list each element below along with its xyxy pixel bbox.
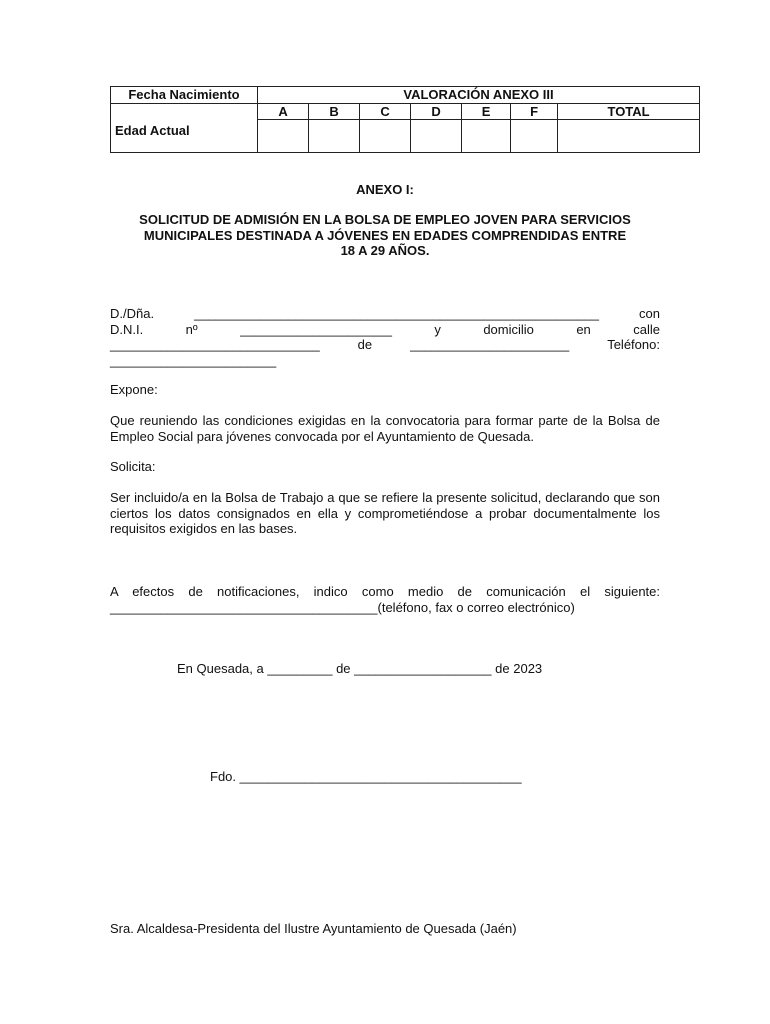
solicita-text: Ser incluido/a en la Bolsa de Trabajo a que se refiere la presente solicitud, declarando que son ciertos los datos consignados en ella y comprometiéndose a probar documentalmente los requisitos exigidos en las bases. [110, 490, 660, 536]
current-age-label: Edad Actual [111, 104, 258, 153]
dni-label: D.N.I. [110, 321, 144, 337]
place-de-1: de [336, 661, 351, 676]
phone-field[interactable]: _______________________ [110, 352, 277, 368]
form-row-name [110, 306, 660, 322]
number-label: nº [185, 321, 198, 337]
solicita-label: Solicita: [110, 459, 156, 474]
column-header-b: B [309, 104, 360, 120]
birth-date-label: Fecha Nacimiento [111, 87, 258, 104]
notification-field[interactable]: _____________________________________ [110, 599, 378, 615]
city-field[interactable]: ______________________ [410, 337, 570, 352]
signature-line [110, 769, 660, 785]
notification-suffix: (teléfono, fax o correo electrónico) [377, 599, 575, 615]
column-header-a: A [258, 104, 309, 120]
score-cell-d[interactable] [411, 120, 462, 153]
expone-text: Que reuniendo las condiciones exigidas en la convocatoria para formar parte de la Bolsa de Empleo Social para jóvenes convocada por el Ayuntamiento de Quesada. [110, 413, 660, 444]
applicant-form [110, 306, 660, 368]
request-title [110, 212, 660, 259]
request-title-line-1: SOLICITUD DE ADMISIÓN EN LA BOLSA DE EMPLEO JOVEN PARA SERVICIOS [139, 212, 631, 227]
notification-text: A efectos de notificaciones, indico como medio de comunicación el siguiente: [110, 584, 660, 599]
dona-label: D./Dña. [110, 306, 155, 321]
score-cell-c[interactable] [360, 120, 411, 153]
form-row-dni [110, 322, 660, 338]
en-label: en [576, 321, 591, 337]
column-header-c: C [360, 104, 411, 120]
valuation-header: VALORACIÓN ANEXO III [258, 87, 700, 104]
name-field[interactable]: ________________________________________________________ [194, 306, 599, 321]
expone-label: Expone: [110, 382, 158, 397]
dni-field[interactable]: _____________________ [240, 321, 392, 337]
request-title-line-2: MUNICIPALES DESTINADA A JÓVENES EN EDADES COMPRENDIDAS ENTRE [143, 227, 627, 243]
column-header-e: E [462, 104, 511, 120]
month-field[interactable]: ___________________ [354, 661, 492, 676]
score-cell-a[interactable] [258, 120, 309, 153]
annex-title: ANEXO I: [356, 182, 414, 197]
place-prefix: En Quesada, a [177, 661, 264, 676]
place-date-line [110, 661, 660, 677]
domicilio-label: domicilio [483, 321, 534, 337]
notification-section [110, 584, 660, 615]
con-label: con [639, 306, 660, 321]
column-header-total: TOTAL [558, 104, 700, 120]
request-title-line-3: 18 A 29 AÑOS. [340, 243, 430, 258]
telefono-label: Teléfono: [607, 337, 660, 352]
addressee: Sra. Alcaldesa-Presidenta del Ilustre Ayuntamiento de Quesada (Jaén) [110, 921, 517, 936]
de-label: de [357, 337, 373, 352]
column-header-d: D [411, 104, 462, 120]
score-cell-b[interactable] [309, 120, 360, 153]
score-cell-total[interactable] [558, 120, 700, 153]
notification-row [110, 600, 660, 616]
score-cell-f[interactable] [511, 120, 558, 153]
signature-field[interactable]: _______________________________________ [239, 769, 522, 784]
y-label: y [434, 321, 441, 337]
form-row-address [110, 337, 660, 353]
day-field[interactable]: _________ [267, 661, 333, 676]
score-cell-e[interactable] [462, 120, 511, 153]
valuation-table [110, 86, 700, 153]
signature-label: Fdo. [210, 769, 237, 784]
street-field[interactable]: _____________________________ [110, 337, 320, 352]
place-year: de 2023 [495, 661, 543, 676]
calle-label: calle [633, 321, 660, 337]
form-row-phone [110, 353, 660, 369]
column-header-f: F [511, 104, 558, 120]
